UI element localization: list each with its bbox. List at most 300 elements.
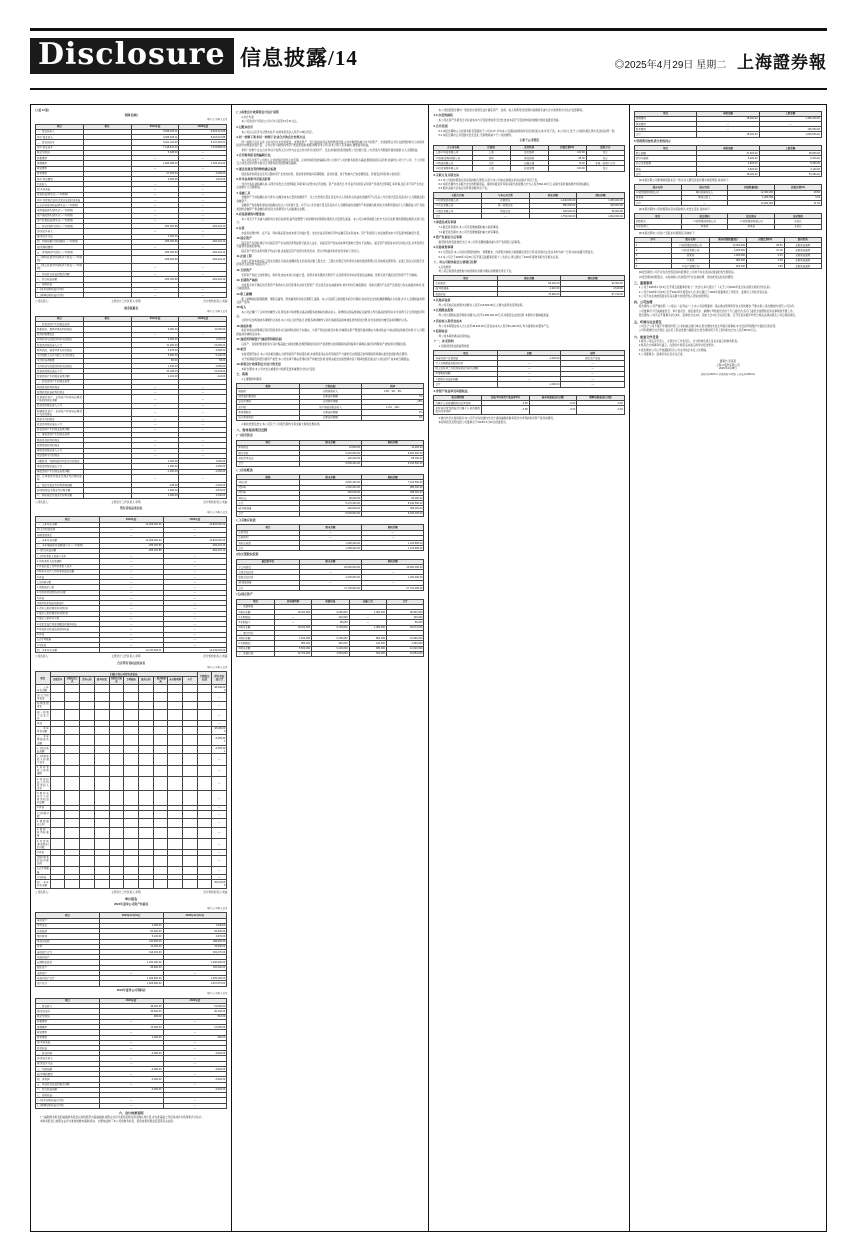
section-heading: 18.租赁 <box>236 347 247 352</box>
table-cell: 存货 <box>36 944 100 949</box>
table-cell: 313,192.00 <box>99 950 163 955</box>
table-cell: 无限售流通股 <box>784 258 821 263</box>
table-cell: 96,800.00 <box>99 965 163 970</box>
table-cell: 2% <box>362 415 424 420</box>
table-cell: 510.00 <box>163 1014 227 1019</box>
table-cell: 三、筹资活动产生的现金流量: <box>36 432 84 437</box>
table-cell: 计入当期损益的政府补助 <box>434 361 497 366</box>
table-cell: — <box>99 1082 163 1087</box>
table-cell <box>168 866 183 874</box>
other-receivables-table <box>236 524 424 551</box>
table-cell: 1,280,000 <box>728 195 775 200</box>
table-cell: — <box>212 866 227 874</box>
table-cell <box>109 880 124 888</box>
table-cell: 李某某 <box>728 224 775 229</box>
table-cell: 1 <box>634 243 671 248</box>
table-cell <box>50 726 65 734</box>
table-cell: 运输仓储 <box>510 161 548 166</box>
table-cell: — <box>99 606 163 611</box>
table-cell <box>80 765 95 776</box>
table-cell: 3.对所有者(或股东)的分配 <box>37 839 49 849</box>
table-cell: 820,000 <box>709 263 746 268</box>
table-cell: 投资活动现金流出小计 <box>36 422 84 427</box>
table-cell: 管理费用 <box>36 161 84 166</box>
table-cell: 3.股份支付计入所有者权益的金额 <box>37 792 49 805</box>
table-cell: ××物流有限公司 <box>434 161 472 166</box>
sig-accounting-org: 会计机构负责人:刘丽 <box>203 300 228 304</box>
table-cell: 加:期初现金及现金等价物余额 <box>36 488 84 493</box>
table-cell: 财务费用 <box>36 1035 100 1040</box>
table-cell: 3.其他 <box>36 595 100 600</box>
table-cell: 一、账面原值 <box>237 604 274 609</box>
table-cell: 51,900.00 <box>163 1004 227 1009</box>
table-cell: 80.00 <box>131 358 179 363</box>
table-row <box>36 827 227 838</box>
table-cell <box>109 693 124 701</box>
table-cell: 企业所得税 <box>237 399 299 404</box>
table-cell: 9,066,815.11 <box>131 135 179 140</box>
table-cell <box>65 838 80 849</box>
table-cell: — <box>179 332 227 337</box>
paragraph: 母公司本期未确认投资收益。 <box>438 334 473 338</box>
table-row <box>36 838 227 849</box>
table-header-cell: 项目 <box>237 525 299 530</box>
table-cell <box>138 880 153 888</box>
table-subheader-cell: 盈余公积 <box>138 677 153 685</box>
table-cell: 七、综合收益总额 <box>36 277 84 282</box>
table-cell: 流动资产: <box>36 918 100 923</box>
notes-subheading-or: (三)其他应收款 <box>236 517 256 522</box>
table-cell: 7,015,889.00 <box>179 145 227 150</box>
table-cell <box>168 726 183 734</box>
table-cell: 5,260.00 <box>759 161 821 166</box>
table-subheader-cell: 资本公积 <box>80 677 95 685</box>
table-cell: 偿还债务支付的现金 <box>36 453 84 458</box>
table-cell: — <box>163 627 227 632</box>
table-cell: -0.03 <box>577 401 625 406</box>
table-cell: 研发费用 <box>36 1030 100 1035</box>
paragraph: 本公司以人民币为记账本位币,本财务报表以人民币为单位列示。 <box>241 130 315 134</box>
table-cell: ××控股集团有限公司 <box>728 219 775 224</box>
table-cell: 研发费用 <box>634 121 696 126</box>
table-cell: 9,014,500.00 <box>362 461 424 466</box>
table-header-cell: 2023年度 <box>163 517 227 522</box>
table-cell: 2.提取一般风险准备 <box>37 828 49 838</box>
related-party-blocks <box>433 174 624 191</box>
table-cell: — <box>99 1030 163 1035</box>
table-cell: — <box>99 564 163 569</box>
table-cell <box>138 811 153 819</box>
table-cell: 七、每股收益: <box>36 1093 100 1098</box>
parent-balance-sheet-table <box>35 912 227 986</box>
table-cell <box>109 726 124 734</box>
table-row <box>237 651 424 656</box>
table-cell: 12,153,699.11 <box>99 648 163 653</box>
table-cell: — <box>131 403 179 408</box>
table-cell: — <box>179 166 227 171</box>
table-cell: 2,860.00 <box>179 363 227 368</box>
paragraph: 外币交易在初始确认时,采用交易发生日的即期汇率折算为记账本位币金额。资产负债表日,外币货币性项目采用资产负债表日即期汇率折算,因汇率不同产生的汇兑差额计入当期损益。 <box>236 182 425 190</box>
table-cell <box>153 701 168 709</box>
table-row <box>36 474 227 482</box>
table-cell: 10,660,000 <box>387 636 424 641</box>
table-cell: 应纳税所得额 <box>299 399 361 404</box>
table-header-cell: 本期金额 <box>697 146 759 151</box>
table-cell <box>50 811 65 819</box>
table-cell <box>94 838 109 849</box>
table-header-cell: 2024年度 <box>99 517 163 522</box>
paragraph: 本公司在履行了合同中的履约义务,即在客户取得相关商品或服务控制权时确认收入。取得相关商品控制权,指能够主导该商品的使用并从中获得几乎全部的经济利益。 <box>236 311 425 318</box>
table-cell: -255,300.89 <box>99 548 163 553</box>
table-cell <box>153 754 168 765</box>
table-cell: 利息收入 <box>36 182 84 187</box>
table-cell: 2.本期增加 <box>237 641 274 646</box>
paragraph: 本公司的会计年度自公历1月1日起至12月31日止。 <box>241 120 300 124</box>
table-cell: 1,200,000.00 <box>362 575 424 580</box>
table-cell: 1,607,670.00 <box>163 981 227 986</box>
admin-expense-heading: 5.管理费用按性质分类的列示 <box>633 138 671 143</box>
documents-heading: 六、备查文件目录 <box>633 334 659 339</box>
table-cell: — <box>179 272 227 277</box>
table-cell: 3.本期减少 <box>237 620 274 625</box>
table-cell: 1,250.00 <box>131 459 179 464</box>
table-cell: (二)所有者投入和减少资本 <box>37 755 49 765</box>
table-cell: 45,034,699 <box>212 880 227 888</box>
table-cell: 其中:营业成本 <box>36 145 84 150</box>
paragraph: (一)编制财务报表的基础财务报表以持续经营为基础编制,按照企业会计准则及相关规定确认和计量,并在此基础上考虑具体会计政策和会计估计。 <box>40 1115 204 1119</box>
table-subheader-cell: 实收资本 <box>50 677 65 685</box>
table-cell: 9,321,116.00 <box>131 140 179 145</box>
table-header-cell: 基本每股收益(元/股) <box>529 395 577 400</box>
table-cell: 92,360.00 <box>163 929 227 934</box>
section-heading: 12.无形资产 <box>236 267 252 272</box>
expense-summary-table <box>634 111 822 138</box>
table-cell <box>80 709 95 720</box>
table-cell: 一、营业总收入 <box>36 129 84 134</box>
paragraph: 3.境内外会计准则差异:本公司不存在按境内外会计准则编制的财务报告中净利润和净资产差异的情况。 <box>438 416 556 420</box>
table-cell: 3,269.00 <box>179 171 227 176</box>
table-cell: — <box>362 535 424 540</box>
table-cell: ××置业有限公司 <box>434 209 482 214</box>
table-cell: 7,318,641.00 <box>131 145 179 150</box>
table-caption: 利润表(续) <box>124 113 138 118</box>
table-cell <box>124 685 139 693</box>
table-header-cell: 期初余额 <box>577 193 625 198</box>
table-cell <box>80 746 95 754</box>
table-cell <box>124 709 139 720</box>
table-cell <box>197 754 212 765</box>
table-row <box>36 395 227 403</box>
table-cell: — <box>99 627 163 632</box>
table-cell: 18,200,000 <box>274 609 311 614</box>
table-cell <box>197 726 212 734</box>
table-header-cell: 报告期初 <box>681 214 728 219</box>
table-header-cell: 金额 <box>497 350 560 355</box>
table-cell: 二、累计折旧 <box>237 630 274 635</box>
table-cell <box>124 765 139 776</box>
table-cell: 1.所有者投入的普通股 <box>37 766 49 776</box>
table-cell: 二、营业总成本 <box>36 140 84 145</box>
table-cell: — <box>99 1019 163 1024</box>
table-row <box>237 511 424 516</box>
table-header-cell: 期末余额 <box>299 559 361 564</box>
table-cell <box>197 693 212 701</box>
table-cell: -484,224.12 <box>163 548 227 553</box>
table-cell: — <box>163 1098 227 1103</box>
table-header-cell: 计税依据 <box>299 384 361 389</box>
table-cell: — <box>131 395 179 403</box>
table-cell: 1,960,000 <box>387 641 424 646</box>
table-cell: — <box>163 574 227 579</box>
col3-tail-paras <box>433 417 624 425</box>
table-cell: 三、账面价值 <box>237 651 274 656</box>
table-cell: 1.提取盈余公积 <box>37 819 49 826</box>
table-row <box>434 382 624 387</box>
table-cell: -148.00 <box>131 483 179 488</box>
table-cell: — <box>163 580 227 585</box>
table-cell <box>65 726 80 734</box>
table-cell: — <box>212 754 227 765</box>
table-cell: 购买商品、接受劳务支付的现金 <box>36 348 84 353</box>
table-cell <box>168 811 183 819</box>
table-cell: 管理费用 <box>36 1025 100 1030</box>
table-cell <box>138 709 153 720</box>
table-cell: -0.03 <box>529 401 577 406</box>
table-cell <box>109 811 124 819</box>
table-cell: 加:其他收益 <box>36 187 84 192</box>
table-header-cell: 机器设备 <box>312 599 349 604</box>
table-cell: 合计 <box>434 382 497 387</box>
table-cell <box>153 765 168 776</box>
section-heading: 3.长期股权投资 <box>433 308 454 313</box>
table-cell: 13,280,000 <box>728 201 775 206</box>
section-heading: 3.同一控制下和非同一控制下企业合并的会计处理方法 <box>236 134 306 139</box>
table-cell: — <box>179 474 227 482</box>
table-cell: -484,224.12 <box>179 239 227 244</box>
table-header-cell: 项目 <box>634 146 696 151</box>
table-cell: 二、本年年初余额 <box>37 727 49 734</box>
table-cell: 98,000.00 <box>362 456 424 461</box>
table-cell <box>197 866 212 874</box>
table-cell <box>153 693 168 701</box>
table-cell: 3.04 <box>747 253 784 258</box>
table-cell: 12,409,000.00 <box>163 648 227 653</box>
table-cell: (一)综合收益总额 <box>36 548 100 553</box>
table-cell: 40,100.00 <box>163 1009 227 1014</box>
table-cell: ××实业有限公司 <box>434 203 482 208</box>
table-cell: — <box>212 709 227 720</box>
table-cell: 资产总计 <box>36 981 100 986</box>
table-cell: 6.其他 <box>36 632 100 637</box>
table-row <box>36 693 227 701</box>
environment-paras <box>634 325 822 333</box>
paragraph: 固定资产在同时满足与该固定资产有关的经济利益很可能流入企业、该固定资产的成本能够可靠地计量时予以确认。固定资产按照成本进行初始计量,并考虑预计弃置费用因素的影响。 <box>236 241 425 249</box>
table-cell: 吸收投资收到的现金 <box>36 438 84 443</box>
table-cell: 1,609,992.00 <box>99 981 163 986</box>
table-cell: 5.其他综合收益结转留存收益 <box>36 627 100 632</box>
table-cell <box>138 685 153 693</box>
section-heading: 十一、补充资料 <box>433 339 454 344</box>
table-cell: 货币资金 <box>36 923 100 928</box>
table-cell: — <box>179 218 227 223</box>
table-cell: 信用减值损失(损失以“—”号填列) <box>36 208 84 213</box>
table-cell: 前期差错更正 <box>36 533 100 538</box>
paragraph: 1.会计年度 <box>241 115 254 119</box>
table-cell <box>183 819 198 827</box>
table-cell <box>109 746 124 754</box>
table-cell: 1,104,800.00 <box>362 546 424 551</box>
table-cell: — <box>163 611 227 616</box>
table-cell: 386,000.00 <box>529 203 577 208</box>
table-cell: 54,280.00 <box>759 172 821 177</box>
table-row <box>36 746 227 754</box>
table-cell: 减:营业外支出 <box>36 234 84 239</box>
table-cell: 合计 <box>237 511 299 516</box>
table-cell: 其中:利息费用 <box>36 176 84 181</box>
table-cell: 税金及附加 <box>36 1014 100 1019</box>
table-cell: 3% <box>362 410 424 415</box>
table-row <box>36 981 227 986</box>
table-cell: 9,548,400.00 <box>299 461 361 466</box>
table-header-cell: 项目 <box>36 913 100 918</box>
page-body <box>30 104 827 1232</box>
paragraph: 固定资产折旧采用年限平均法计提,各类固定资产的预计使用寿命、预计净残值率和年折旧率如下表所示。 <box>241 249 362 253</box>
table-header-cell: 加权平均净资产收益率(%) <box>482 395 530 400</box>
table-cell: — <box>179 150 227 155</box>
table-cell: — <box>163 643 227 648</box>
table-cell: 2至3年 <box>237 490 299 495</box>
table-cell <box>183 791 198 805</box>
parent-income-table <box>35 998 227 1109</box>
table-cell <box>65 709 80 720</box>
table-row <box>36 263 227 271</box>
table-cell: 支付的各项税费 <box>36 358 84 363</box>
table-cell: 应税销售收入 <box>299 389 361 394</box>
table-cell: — <box>212 701 227 709</box>
table-cell: 8,476,400.00 <box>299 501 361 506</box>
table-cell: 固定资产报废 <box>561 356 624 361</box>
table-cell: 420,000 <box>312 615 349 620</box>
table-cell: 8,042,300.00 <box>362 511 424 516</box>
table-cell <box>94 855 109 866</box>
table-cell: 银行存款 <box>237 451 299 456</box>
table-cell <box>83 408 131 416</box>
table-header-cell: 注册地 <box>472 145 510 150</box>
table-cell <box>168 827 183 838</box>
table-cell: — <box>179 438 227 443</box>
table-cell: 账面价值 <box>434 291 497 296</box>
table-cell <box>124 777 139 791</box>
section-heading: 8.资产负债表日后事项 <box>433 235 462 240</box>
table-cell <box>50 685 65 693</box>
table-cell <box>197 701 212 709</box>
table-cell <box>138 734 153 745</box>
table-cell: 880,000 <box>274 641 311 646</box>
table-unit: 单位:元 币种:人民币 <box>207 907 228 910</box>
table-cell: — <box>179 203 227 208</box>
table-cell: — <box>131 422 179 427</box>
table-cell: 1,540.00 <box>163 923 227 928</box>
table-cell: 江苏 <box>472 161 510 166</box>
table-cell: 应收利息 <box>237 530 299 535</box>
table-cell: — <box>179 197 227 202</box>
table-cell: — <box>163 1103 227 1108</box>
table-cell <box>80 819 95 827</box>
table-caption: 主要子公司情况 <box>519 138 539 143</box>
table-cell <box>153 811 168 819</box>
table-cell <box>80 777 95 791</box>
table-cell: ××贸易(深圳)有限公司 <box>434 156 472 161</box>
table-header-cell: 持股比例(%) <box>548 145 586 150</box>
paragraph: (7)报告期内控股股东、实际控制人所持股份不存在被质押、冻结或司法拍卖的情形。 <box>638 275 736 279</box>
table-cell: 420,000.00 <box>577 203 625 208</box>
table-cell: 1.提取盈余公积 <box>36 585 100 590</box>
table-cell <box>124 811 139 819</box>
table-cell: 9,415,600.00 <box>299 451 361 456</box>
table-cell: 销售费用 <box>36 1019 100 1024</box>
table-cell <box>138 838 153 849</box>
table-cell: — <box>362 530 424 535</box>
table-cell <box>153 866 168 874</box>
table-subheader-cell: 专项储备 <box>124 677 139 685</box>
table-header-cell: 项目 <box>36 517 100 522</box>
table-cell: — <box>131 384 179 389</box>
table-header-cell: 期初余额 <box>362 525 424 530</box>
paragraph: 5.1 本报告期纳入合并财务报表范围的子公司共4户,均为本公司直接或间接持有表决权的主体,详见下表。本公司对上述子公司的持股比例与表决权比例一致。 <box>438 129 617 133</box>
table-unit: 单位:元 币种:人民币 <box>207 666 228 669</box>
table-cell: — <box>99 580 163 585</box>
paragraph: 母公司本期营业收入为人民币48,200.00元,营业成本为人民币36,400.00元,均为提供技术服务产生。 <box>438 324 552 328</box>
table-cell <box>183 709 198 720</box>
table-cell <box>197 855 212 866</box>
table-cell: — <box>212 721 227 726</box>
table-cell: 1,602,000.00 <box>577 214 625 219</box>
table-cell: — <box>131 182 179 187</box>
table-cell: 设立 <box>586 156 624 161</box>
table-cell: — <box>99 1040 163 1045</box>
table-cell <box>197 791 212 805</box>
table-cell <box>83 293 131 298</box>
table-cell: — <box>163 564 227 569</box>
table-cell: 56.00 <box>179 358 227 363</box>
table-cell <box>50 838 65 849</box>
section-heading: 6.外币业务和外币报表折算 <box>236 176 271 181</box>
table-cell <box>80 701 95 709</box>
table-cell <box>183 765 198 776</box>
table-header-cell: 说明 <box>561 350 624 355</box>
table-cell: 27,253.00 <box>131 171 179 176</box>
table-cell: 非同一控制下合并 <box>586 161 624 166</box>
table-cell: (一)综合收益总额 <box>37 746 49 753</box>
table-cell: 职工薪酬 <box>634 151 696 156</box>
table-cell: 合计 <box>237 546 299 551</box>
table-cell: 36,400.00 <box>99 1009 163 1014</box>
table-cell: 收到的税费返还 <box>36 332 84 337</box>
table-cell: — <box>212 850 227 855</box>
table-cell: — <box>99 622 163 627</box>
section-heading: 十、母公司财务报表主要项目注释 <box>433 260 477 265</box>
table-cell <box>153 880 168 888</box>
paragraph: 同一控制下企业合并:合并对价为支付的现金、非现金资产、发行的权益性证券的账面价值,合并中取得的被合并方的资产、负债按照合并日在最终控制方合并财务报表中的账面价值计量。合并对价与取得的净资产账面价值的差额,调整资本公积;资本公积不足冲减的,调整留存收益。 <box>236 140 425 148</box>
table-cell: 减:坏账准备 <box>434 286 497 291</box>
table-cell <box>94 701 109 709</box>
table-cell: 860,000 <box>349 636 386 641</box>
table-cell: 购建固定资产、无形资产和其他长期资产支付的现金 <box>37 409 82 416</box>
table-cell: — <box>697 121 759 126</box>
audit-report-heading: 审计报告 <box>124 897 138 902</box>
paragraph: 以资产、负债的账面价值与其计税基础之间的差额,按照预期收回该资产或清偿该负债期间的适用税率计算确认递延所得税资产或递延所得税负债。 <box>241 343 409 346</box>
company-name: 上海××股份有限公司 <box>716 363 740 367</box>
